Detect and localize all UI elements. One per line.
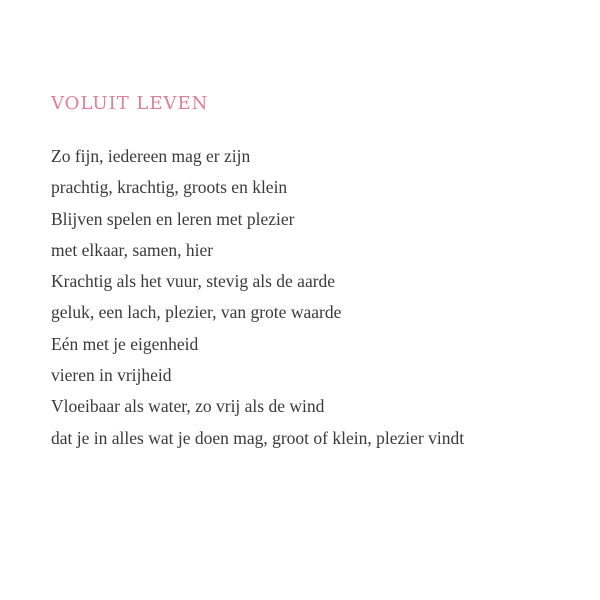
poem-line: Vloeibaar als water, zo vrij als de wind xyxy=(51,396,325,417)
poem-line: Blijven spelen en leren met plezier xyxy=(51,208,295,229)
poem-title: VOLUIT LEVEN xyxy=(51,93,209,114)
poem-line: dat je in alles wat je doen mag, groot of klein, plezier vindt xyxy=(51,427,465,448)
poem-line: vieren in vrijheid xyxy=(51,365,172,386)
poem-line: Eén met je eigenheid xyxy=(51,333,199,354)
poem-body xyxy=(51,146,464,459)
poem-line: Zo fijn, iedereen mag er zijn xyxy=(51,146,251,166)
poem-line: met elkaar, samen, hier xyxy=(51,239,214,260)
poem-line: prachtig, krachtig, groots en klein xyxy=(51,177,288,198)
poem-line: geluk, een lach, plezier, van grote waarde xyxy=(51,302,342,323)
poem-line: Krachtig als het vuur, stevig als de aarde xyxy=(51,271,336,292)
